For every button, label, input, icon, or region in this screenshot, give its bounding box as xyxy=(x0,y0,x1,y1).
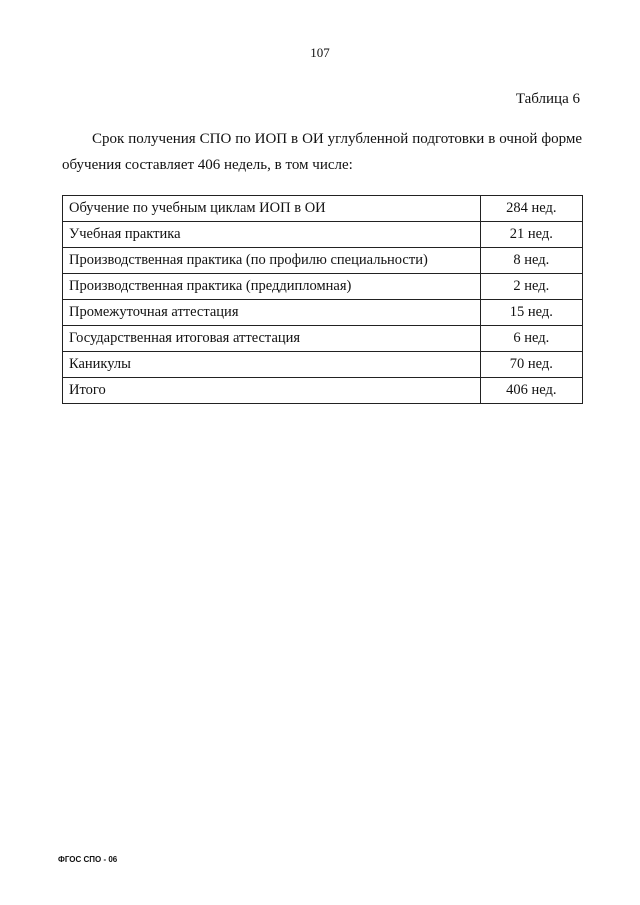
row-value: 284 нед. xyxy=(480,196,582,222)
table-caption: Таблица 6 xyxy=(515,91,580,107)
intro-paragraph: Срок получения СПО по ИОП в ОИ углубленной подготовки в очной форме обучения составляет 406 недель, в том числе: xyxy=(62,131,582,173)
table-row xyxy=(63,274,583,300)
row-label: Итого xyxy=(63,378,481,404)
table-row xyxy=(63,326,583,352)
page-number: 107 xyxy=(310,45,330,60)
row-label: Каникулы xyxy=(63,352,481,378)
row-label: Государственная итоговая аттестация xyxy=(63,326,481,352)
row-value: 70 нед. xyxy=(480,352,582,378)
row-value: 15 нед. xyxy=(480,300,582,326)
row-label: Производственная практика (по профилю специальности) xyxy=(63,248,481,274)
row-value: 21 нед. xyxy=(480,222,582,248)
table-row xyxy=(63,352,583,378)
table-row xyxy=(63,300,583,326)
table-row xyxy=(63,222,583,248)
row-label: Производственная практика (преддипломная) xyxy=(63,274,481,300)
study-duration-table xyxy=(62,195,583,404)
row-label: Учебная практика xyxy=(63,222,481,248)
table-row-total xyxy=(63,378,583,404)
table-row xyxy=(63,196,583,222)
row-value: 6 нед. xyxy=(480,326,582,352)
table-row xyxy=(63,248,583,274)
row-value: 8 нед. xyxy=(480,248,582,274)
row-label: Обучение по учебным циклам ИОП в ОИ xyxy=(63,196,481,222)
row-label: Промежуточная аттестация xyxy=(63,300,481,326)
document-footer: ФГОС СПО - 06 xyxy=(58,855,118,864)
row-value: 2 нед. xyxy=(480,274,582,300)
row-value: 406 нед. xyxy=(480,378,582,404)
